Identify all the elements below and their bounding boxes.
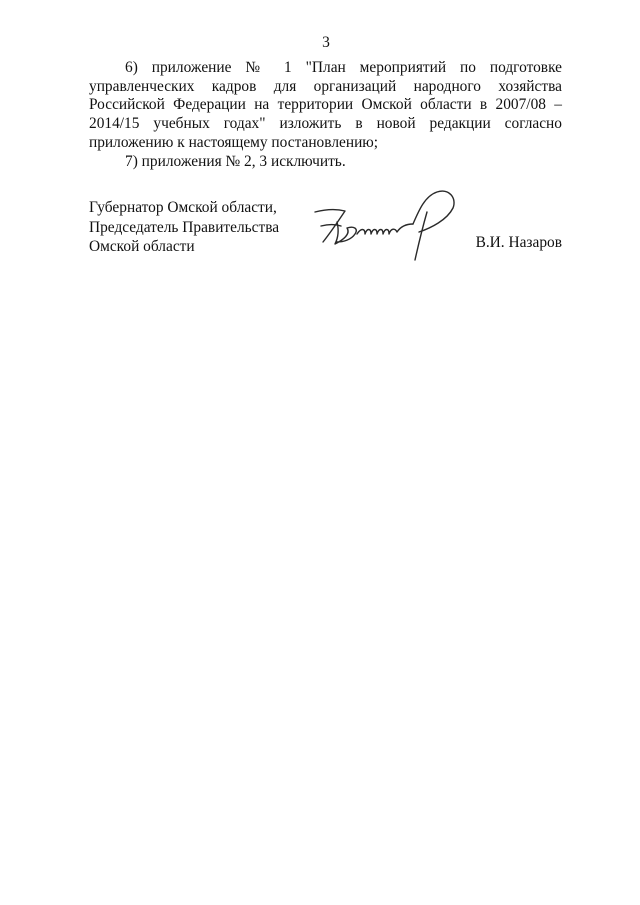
paragraph-item-7: 7) приложения № 2, 3 исключить.	[125, 152, 346, 170]
signatory-title	[89, 198, 279, 257]
handwritten-signature	[307, 182, 477, 272]
signature-block	[89, 198, 562, 268]
signatory-name: В.И. Назаров	[475, 234, 562, 251]
signatory-title-line: Председатель Правительства	[89, 218, 280, 236]
paragraph-item-6: 6) приложение № 1 "План мероприятий по подготовке управленческих кадров для организаций народного хозяйства Российской Федерации на территории Омской области в 2007/08 – 2014/15 учебных годах" изложить в новой редакции согласно приложению к настоящему постановлению;	[89, 59, 562, 151]
signatory-title-line: Омской области	[89, 238, 195, 255]
document-body	[89, 59, 562, 171]
signatory-title-line: Губернатор Омской области,	[89, 199, 277, 216]
page-number: 3	[322, 34, 330, 51]
